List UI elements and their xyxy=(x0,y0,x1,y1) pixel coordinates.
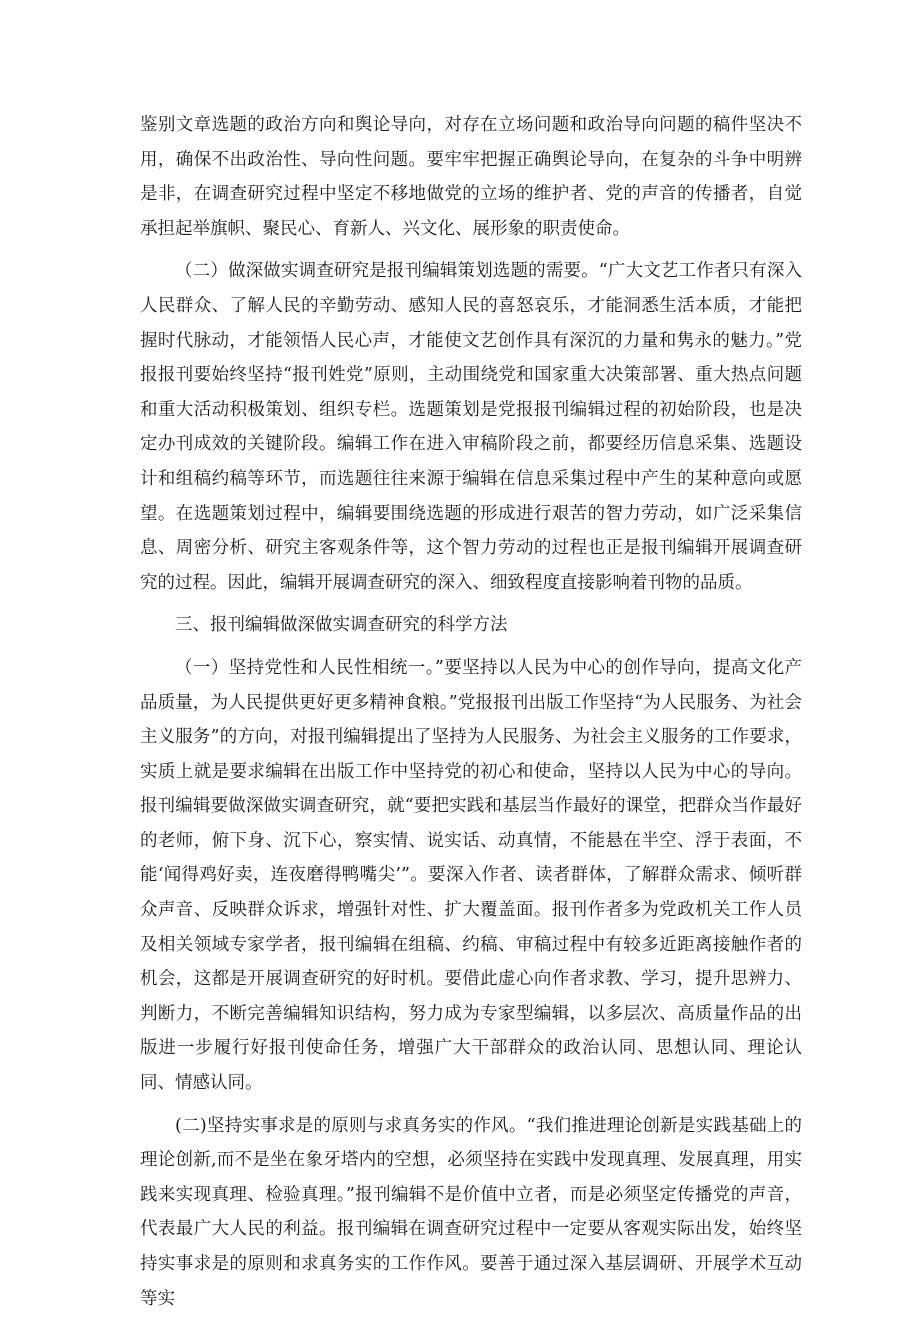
document-body xyxy=(140,108,802,1324)
paragraph-continuation: 鉴别文章选题的政治方向和舆论导向，对存在立场问题和政治导向问题的稿件坚决不用，确保不出政治性、导向性问题。要牢牢把握正确舆论导向，在复杂的斗争中明辨是非，在调查研究过程中坚定不移地做党的立场的维护者、党的声音的传播者，自觉承担起举旗帜、聚民心、育新人、兴文化、展形象的职责使命。 xyxy=(140,115,802,239)
section-heading-3: 三、报刊编辑做深做实调查研究的科学方法 xyxy=(175,615,508,636)
paragraph-section-2-2: （二）做深做实调查研究是报刊编辑策划选题的需要。“广大文艺工作者只有深入人民群众、了解人民的辛勤劳动、感知人民的喜怒哀乐，才能洞悉生活本质，才能把握时代脉动，才能领悟人民心声，才能使文艺创作具有深沉的力量和隽永的魅力。”党报报刊要始终坚持“报刊姓党”原则，主动围绕党和国家重大决策部署、重大热点问题和重大活动积极策划、组织专栏。选题策划是党报报刊编辑过程的初始阶段，也是决定办刊成效的关键阶段。编辑工作在进入审稿阶段之前，都要经历信息采集、选题设计和组稿约稿等环节，而选题往往来源于编辑在信息采集过程中产生的某种意向或愿望。在选题策划过程中，编辑要围绕选题的形成进行艰苦的智力劳动，如广泛采集信息、周密分析、研究主客观条件等，这个智力劳动的过程也正是报刊编辑开展调查研究的过程。因此，编辑开展调查研究的深入、细致程度直接影响着刊物的品质。 xyxy=(140,261,802,593)
paragraph-section-3-2: (二)坚持实事求是的原则与求真务实的作风。“我们推进理论创新是实践基础上的理论创新,而不是坐在象牙塔内的空想，必须坚持在实践中发现真理、发展真理，用实践来实现真理、检验真理。”报刊编辑不是价值中立者，而是必须坚定传播党的声音，代表最广大人民的利益。报刊编辑在调查研究过程中一定要从客观实际出发，始终坚持实事求是的原则和求真务实的工作作风。要善于通过深入基层调研、开展学术互动等实 xyxy=(140,1115,802,1309)
paragraph-section-3-1: （一）坚持党性和人民性相统一。”要坚持以人民为中心的创作导向，提高文化产品质量，为人民提供更好更多精神食粮。”党报报刊出版工作坚持“为人民服务、为社会主义服务”的方向，对报刊编辑提出了坚持为人民服务、为社会主义服务的工作要求，实质上就是要求编辑在出版工作中坚持党的初心和使命，坚持以人民为中心的导向。报刊编辑要做深做实调查研究，就“要把实践和基层当作最好的课堂，把群众当作最好的老师，俯下身、沉下心，察实情、说实话、动真情，不能悬在半空、浮于表面，不能‘闻得鸡好卖，连夜磨得鸭嘴尖’”。要深入作者、读者群体，了解群众需求、倾听群众声音、反映群众诉求，增强针对性、扩大覆盖面。报刊作者多为党政机关工作人员及相关领域专家学者，报刊编辑在组稿、约稿、审稿过程中有较多近距离接触作者的机会，这都是开展调查研究的好时机。要借此虚心向作者求教、学习，提升思辨力、判断力，不断完善编辑知识结构，努力成为专家型编辑，以多层次、高质量作品的出版进一步履行好报刊使命任务，增强广大干部群众的政治认同、思想认同、理论认同、情感认同。 xyxy=(140,657,802,1094)
